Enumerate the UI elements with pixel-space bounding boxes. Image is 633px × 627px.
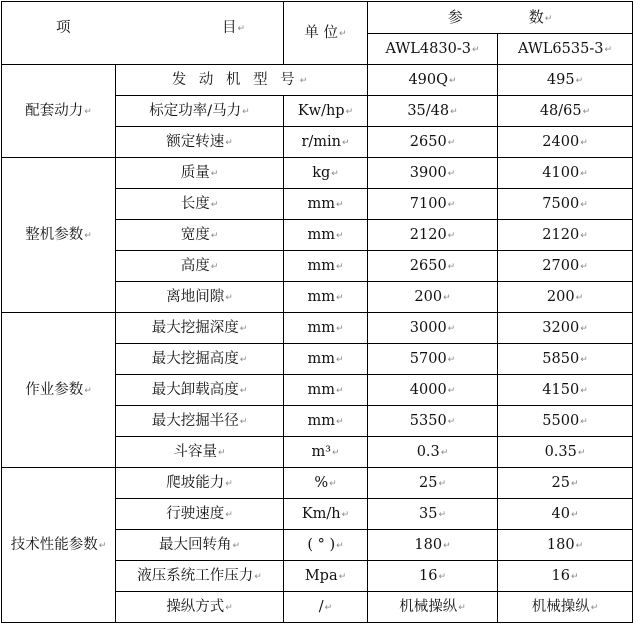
group-label bbox=[2, 468, 116, 623]
paragraph-mark-icon: ↵ bbox=[580, 199, 588, 210]
value-cell-awl4830 bbox=[368, 65, 498, 96]
paragraph-mark-icon: ↵ bbox=[339, 28, 347, 39]
paragraph-mark-icon: ↵ bbox=[335, 416, 344, 427]
group-label-text: 整机参数 bbox=[25, 226, 84, 243]
unit-cell bbox=[284, 251, 368, 282]
paragraph-mark-icon: ↵ bbox=[577, 447, 586, 458]
value-text: 4000 bbox=[409, 381, 447, 398]
value-text: 16 bbox=[419, 567, 438, 584]
item-label: 发 动 机 型 号 bbox=[171, 71, 299, 88]
value-text: 2400 bbox=[542, 133, 580, 150]
item-cell bbox=[116, 468, 284, 499]
unit-label: mm bbox=[307, 412, 335, 429]
paragraph-mark-icon: ↵ bbox=[335, 261, 344, 272]
table-row bbox=[2, 65, 633, 96]
header-model-1 bbox=[368, 34, 498, 65]
value-text: 40 bbox=[551, 505, 570, 522]
item-label: 爬坡能力 bbox=[166, 474, 225, 491]
item-cell bbox=[116, 406, 284, 437]
header-model-2-text: AWL6535-3 bbox=[518, 40, 604, 57]
item-label: 标定功率/马力 bbox=[149, 102, 242, 119]
value-text: 35/48 bbox=[407, 102, 450, 119]
paragraph-mark-icon: ↵ bbox=[210, 199, 219, 210]
value-cell-awl6535 bbox=[498, 437, 633, 468]
paragraph-mark-icon: ↵ bbox=[575, 292, 584, 303]
paragraph-mark-icon: ↵ bbox=[471, 44, 480, 55]
paragraph-mark-icon: ↵ bbox=[570, 509, 579, 520]
item-label: 离地间隙 bbox=[166, 288, 225, 305]
unit-label: Kw/hp bbox=[297, 102, 345, 119]
group-label bbox=[2, 313, 116, 468]
paragraph-mark-icon: ↵ bbox=[580, 354, 588, 365]
paragraph-mark-icon: ↵ bbox=[443, 292, 451, 303]
unit-label: r/min bbox=[301, 133, 341, 150]
group-label-text: 技术性能参数 bbox=[10, 536, 98, 553]
paragraph-mark-icon: ↵ bbox=[324, 602, 333, 613]
paragraph-mark-icon: ↵ bbox=[335, 230, 344, 241]
value-text: 495 bbox=[546, 71, 575, 88]
paragraph-mark-icon: ↵ bbox=[438, 478, 446, 489]
table-row bbox=[2, 313, 633, 344]
item-label: 最大挖掘高度 bbox=[151, 350, 239, 367]
value-text: 5350 bbox=[409, 412, 447, 429]
value-text: 490Q bbox=[408, 71, 449, 88]
paragraph-mark-icon: ↵ bbox=[580, 261, 588, 272]
paragraph-mark-icon: ↵ bbox=[237, 24, 246, 34]
value-text: 2650 bbox=[409, 133, 447, 150]
value-text: 180 bbox=[546, 536, 575, 553]
value-text: 200 bbox=[546, 288, 575, 305]
paragraph-mark-icon: ↵ bbox=[447, 416, 456, 427]
item-label: 最大挖掘深度 bbox=[151, 319, 239, 336]
value-text: 7100 bbox=[409, 195, 447, 212]
value-cell-awl6535 bbox=[498, 158, 633, 189]
header-unit-text: 单 位 bbox=[304, 24, 339, 41]
paragraph-mark-icon: ↵ bbox=[242, 106, 250, 117]
paragraph-mark-icon: ↵ bbox=[438, 509, 446, 520]
value-text: 3900 bbox=[409, 164, 447, 181]
header-param-2: 数 bbox=[528, 8, 544, 26]
value-cell-awl4830 bbox=[368, 127, 498, 158]
value-text: 3000 bbox=[409, 319, 447, 336]
item-cell bbox=[116, 127, 284, 158]
value-text: 5700 bbox=[409, 350, 447, 367]
paragraph-mark-icon: ↵ bbox=[580, 230, 588, 241]
value-cell-awl6535 bbox=[498, 561, 633, 592]
header-mu-text: 目 bbox=[222, 20, 237, 36]
value-text: 0.3 bbox=[416, 443, 440, 460]
unit-label: mm bbox=[307, 226, 335, 243]
value-text: 4100 bbox=[542, 164, 580, 181]
item-cell bbox=[116, 158, 284, 189]
header-xiang: 项 bbox=[56, 20, 71, 36]
paragraph-mark-icon: ↵ bbox=[335, 292, 344, 303]
paragraph-mark-icon: ↵ bbox=[575, 540, 584, 551]
unit-cell bbox=[284, 530, 368, 561]
paragraph-mark-icon: ↵ bbox=[449, 75, 457, 86]
value-text: 机械操纵 bbox=[531, 598, 590, 615]
paragraph-mark-icon: ↵ bbox=[84, 106, 92, 117]
paragraph-mark-icon: ↵ bbox=[232, 540, 241, 551]
paragraph-mark-icon: ↵ bbox=[447, 168, 456, 179]
paragraph-mark-icon: ↵ bbox=[239, 323, 248, 334]
paragraph-mark-icon: ↵ bbox=[331, 168, 339, 179]
value-text: 2120 bbox=[409, 226, 447, 243]
unit-cell bbox=[284, 406, 368, 437]
paragraph-mark-icon: ↵ bbox=[458, 602, 466, 613]
value-cell-awl6535 bbox=[498, 344, 633, 375]
paragraph-mark-icon: ↵ bbox=[225, 509, 233, 520]
paragraph-mark-icon: ↵ bbox=[338, 571, 347, 582]
unit-label: mm bbox=[307, 381, 335, 398]
paragraph-mark-icon: ↵ bbox=[239, 416, 248, 427]
unit-cell bbox=[284, 437, 368, 468]
header-row bbox=[2, 2, 633, 34]
paragraph-mark-icon: ↵ bbox=[225, 292, 233, 303]
paragraph-mark-icon: ↵ bbox=[225, 137, 233, 148]
table-row bbox=[2, 158, 633, 189]
header-mu bbox=[222, 21, 245, 36]
paragraph-mark-icon: ↵ bbox=[447, 199, 456, 210]
header-model-2 bbox=[498, 34, 633, 65]
group-label bbox=[2, 65, 116, 158]
value-cell-awl4830 bbox=[368, 406, 498, 437]
paragraph-mark-icon: ↵ bbox=[335, 199, 344, 210]
item-cell bbox=[116, 592, 284, 623]
value-cell-awl6535 bbox=[498, 189, 633, 220]
item-cell bbox=[116, 282, 284, 313]
paragraph-mark-icon: ↵ bbox=[210, 168, 219, 179]
paragraph-mark-icon: ↵ bbox=[440, 447, 449, 458]
value-cell-awl4830 bbox=[368, 468, 498, 499]
value-text: 2120 bbox=[542, 226, 580, 243]
unit-cell bbox=[284, 561, 368, 592]
unit-label: mm bbox=[307, 350, 335, 367]
value-text: 16 bbox=[551, 567, 570, 584]
value-cell-awl4830 bbox=[368, 437, 498, 468]
value-cell-awl6535 bbox=[498, 65, 633, 96]
group-label bbox=[2, 158, 116, 313]
value-text: 7500 bbox=[542, 195, 580, 212]
value-cell-awl4830 bbox=[368, 313, 498, 344]
value-text: 35 bbox=[419, 505, 438, 522]
paragraph-mark-icon: ↵ bbox=[84, 385, 92, 396]
unit-cell bbox=[284, 189, 368, 220]
paragraph-mark-icon: ↵ bbox=[239, 385, 248, 396]
value-text: 25 bbox=[551, 474, 570, 491]
item-cell bbox=[116, 344, 284, 375]
item-label: 最大回转角 bbox=[158, 536, 232, 553]
unit-cell bbox=[284, 158, 368, 189]
item-label: 斗容量 bbox=[173, 443, 217, 460]
paragraph-mark-icon: ↵ bbox=[450, 106, 458, 117]
value-cell-awl6535 bbox=[498, 468, 633, 499]
paragraph-mark-icon: ↵ bbox=[98, 540, 107, 551]
paragraph-mark-icon: ↵ bbox=[580, 323, 588, 334]
value-text: 2650 bbox=[409, 257, 447, 274]
paragraph-mark-icon: ↵ bbox=[447, 261, 456, 272]
item-cell bbox=[116, 251, 284, 282]
header-item-cell bbox=[2, 2, 284, 65]
item-label: 最大卸载高度 bbox=[151, 381, 239, 398]
item-label: 行驶速度 bbox=[166, 505, 225, 522]
paragraph-mark-icon: ↵ bbox=[336, 540, 344, 551]
paragraph-mark-icon: ↵ bbox=[335, 354, 344, 365]
item-label: 最大挖掘半径 bbox=[151, 412, 239, 429]
unit-label: mm bbox=[307, 257, 335, 274]
spec-table-body bbox=[2, 2, 633, 623]
value-cell-awl6535 bbox=[498, 251, 633, 282]
paragraph-mark-icon: ↵ bbox=[217, 447, 226, 458]
item-label: 额定转速 bbox=[166, 133, 225, 150]
paragraph-mark-icon: ↵ bbox=[225, 602, 233, 613]
item-label: 液压系统工作压力 bbox=[137, 567, 254, 584]
item-cell bbox=[116, 220, 284, 251]
value-cell-awl6535 bbox=[498, 375, 633, 406]
paragraph-mark-icon: ↵ bbox=[544, 14, 553, 24]
paragraph-mark-icon: ↵ bbox=[84, 230, 92, 241]
value-cell-awl4830 bbox=[368, 189, 498, 220]
value-cell-awl6535 bbox=[498, 127, 633, 158]
paragraph-mark-icon: ↵ bbox=[345, 106, 354, 117]
value-cell-awl6535 bbox=[498, 592, 633, 623]
value-text: 2700 bbox=[542, 257, 580, 274]
unit-cell bbox=[284, 220, 368, 251]
spec-table bbox=[1, 1, 633, 623]
paragraph-mark-icon: ↵ bbox=[447, 230, 456, 241]
value-cell-awl6535 bbox=[498, 499, 633, 530]
unit-cell bbox=[284, 313, 368, 344]
value-cell-awl4830 bbox=[368, 251, 498, 282]
unit-label: m³ bbox=[311, 443, 331, 460]
item-cell bbox=[116, 437, 284, 468]
unit-label: mm bbox=[307, 288, 335, 305]
paragraph-mark-icon: ↵ bbox=[225, 478, 233, 489]
value-cell-awl4830 bbox=[368, 499, 498, 530]
paragraph-mark-icon: ↵ bbox=[342, 137, 350, 148]
paragraph-mark-icon: ↵ bbox=[299, 75, 312, 86]
paragraph-mark-icon: ↵ bbox=[443, 540, 451, 551]
paragraph-mark-icon: ↵ bbox=[335, 385, 344, 396]
paragraph-mark-icon: ↵ bbox=[580, 168, 588, 179]
paragraph-mark-icon: ↵ bbox=[341, 509, 350, 520]
unit-cell bbox=[284, 344, 368, 375]
value-text: 4150 bbox=[542, 381, 580, 398]
value-cell-awl6535 bbox=[498, 96, 633, 127]
value-text: 5500 bbox=[542, 412, 580, 429]
unit-cell bbox=[284, 282, 368, 313]
unit-cell bbox=[284, 127, 368, 158]
paragraph-mark-icon: ↵ bbox=[239, 354, 248, 365]
unit-label: Km/h bbox=[301, 505, 341, 522]
value-text: 200 bbox=[414, 288, 443, 305]
unit-label: ( ° ) bbox=[307, 536, 336, 553]
paragraph-mark-icon: ↵ bbox=[570, 571, 579, 582]
unit-label: % bbox=[314, 474, 329, 491]
paragraph-mark-icon: ↵ bbox=[332, 447, 340, 458]
unit-label: mm bbox=[307, 195, 335, 212]
value-text: 0.35 bbox=[544, 443, 577, 460]
paragraph-mark-icon: ↵ bbox=[438, 571, 446, 582]
paragraph-mark-icon: ↵ bbox=[447, 354, 456, 365]
unit-cell bbox=[284, 375, 368, 406]
value-text: 48/65 bbox=[539, 102, 582, 119]
item-label: 质量 bbox=[180, 164, 210, 181]
group-label-text: 配套动力 bbox=[25, 102, 84, 119]
group-label-text: 作业参数 bbox=[25, 381, 84, 398]
item-cell bbox=[116, 530, 284, 561]
value-cell-awl4830 bbox=[368, 561, 498, 592]
paragraph-mark-icon: ↵ bbox=[580, 416, 588, 427]
paragraph-mark-icon: ↵ bbox=[575, 75, 584, 86]
paragraph-mark-icon: ↵ bbox=[447, 385, 456, 396]
unit-cell bbox=[284, 468, 368, 499]
value-cell-awl4830 bbox=[368, 158, 498, 189]
unit-label: / bbox=[318, 598, 324, 615]
value-cell-awl4830 bbox=[368, 530, 498, 561]
item-cell bbox=[116, 375, 284, 406]
item-cell bbox=[116, 65, 368, 96]
paragraph-mark-icon: ↵ bbox=[580, 137, 588, 148]
item-cell bbox=[116, 561, 284, 592]
value-cell-awl6535 bbox=[498, 530, 633, 561]
paragraph-mark-icon: ↵ bbox=[210, 230, 219, 241]
paragraph-mark-icon: ↵ bbox=[329, 478, 337, 489]
value-text: 25 bbox=[419, 474, 438, 491]
unit-label: Mpa bbox=[304, 567, 338, 584]
value-cell-awl4830 bbox=[368, 96, 498, 127]
value-text: 180 bbox=[414, 536, 443, 553]
item-label: 操纵方式 bbox=[166, 598, 225, 615]
paragraph-mark-icon: ↵ bbox=[580, 385, 588, 396]
paragraph-mark-icon: ↵ bbox=[335, 323, 344, 334]
paragraph-mark-icon: ↵ bbox=[447, 323, 456, 334]
unit-cell bbox=[284, 592, 368, 623]
header-params bbox=[368, 2, 633, 34]
value-text: 3200 bbox=[542, 319, 580, 336]
value-cell-awl4830 bbox=[368, 344, 498, 375]
value-cell-awl6535 bbox=[498, 282, 633, 313]
paragraph-mark-icon: ↵ bbox=[254, 571, 262, 582]
item-cell bbox=[116, 96, 284, 127]
value-cell-awl6535 bbox=[498, 313, 633, 344]
value-text: 5850 bbox=[542, 350, 580, 367]
unit-cell bbox=[284, 499, 368, 530]
item-label: 高度 bbox=[180, 257, 210, 274]
paragraph-mark-icon: ↵ bbox=[570, 478, 579, 489]
value-text: 机械操纵 bbox=[399, 598, 458, 615]
table-row bbox=[2, 468, 633, 499]
header-param-1: 参 bbox=[447, 8, 463, 26]
paragraph-mark-icon: ↵ bbox=[604, 44, 612, 55]
paragraph-mark-icon: ↵ bbox=[590, 602, 599, 613]
unit-label: mm bbox=[307, 319, 335, 336]
unit-cell bbox=[284, 96, 368, 127]
item-label: 宽度 bbox=[180, 226, 210, 243]
item-cell bbox=[116, 313, 284, 344]
value-cell-awl4830 bbox=[368, 592, 498, 623]
header-model-1-text: AWL4830-3 bbox=[385, 40, 471, 57]
paragraph-mark-icon: ↵ bbox=[582, 106, 591, 117]
paragraph-mark-icon: ↵ bbox=[447, 137, 456, 148]
unit-label: kg bbox=[312, 164, 331, 181]
header-unit bbox=[284, 2, 368, 65]
value-cell-awl4830 bbox=[368, 375, 498, 406]
value-cell-awl4830 bbox=[368, 282, 498, 313]
value-cell-awl6535 bbox=[498, 406, 633, 437]
item-cell bbox=[116, 189, 284, 220]
value-cell-awl6535 bbox=[498, 220, 633, 251]
paragraph-mark-icon: ↵ bbox=[210, 261, 219, 272]
item-cell bbox=[116, 499, 284, 530]
value-cell-awl4830 bbox=[368, 220, 498, 251]
item-label: 长度 bbox=[180, 195, 210, 212]
